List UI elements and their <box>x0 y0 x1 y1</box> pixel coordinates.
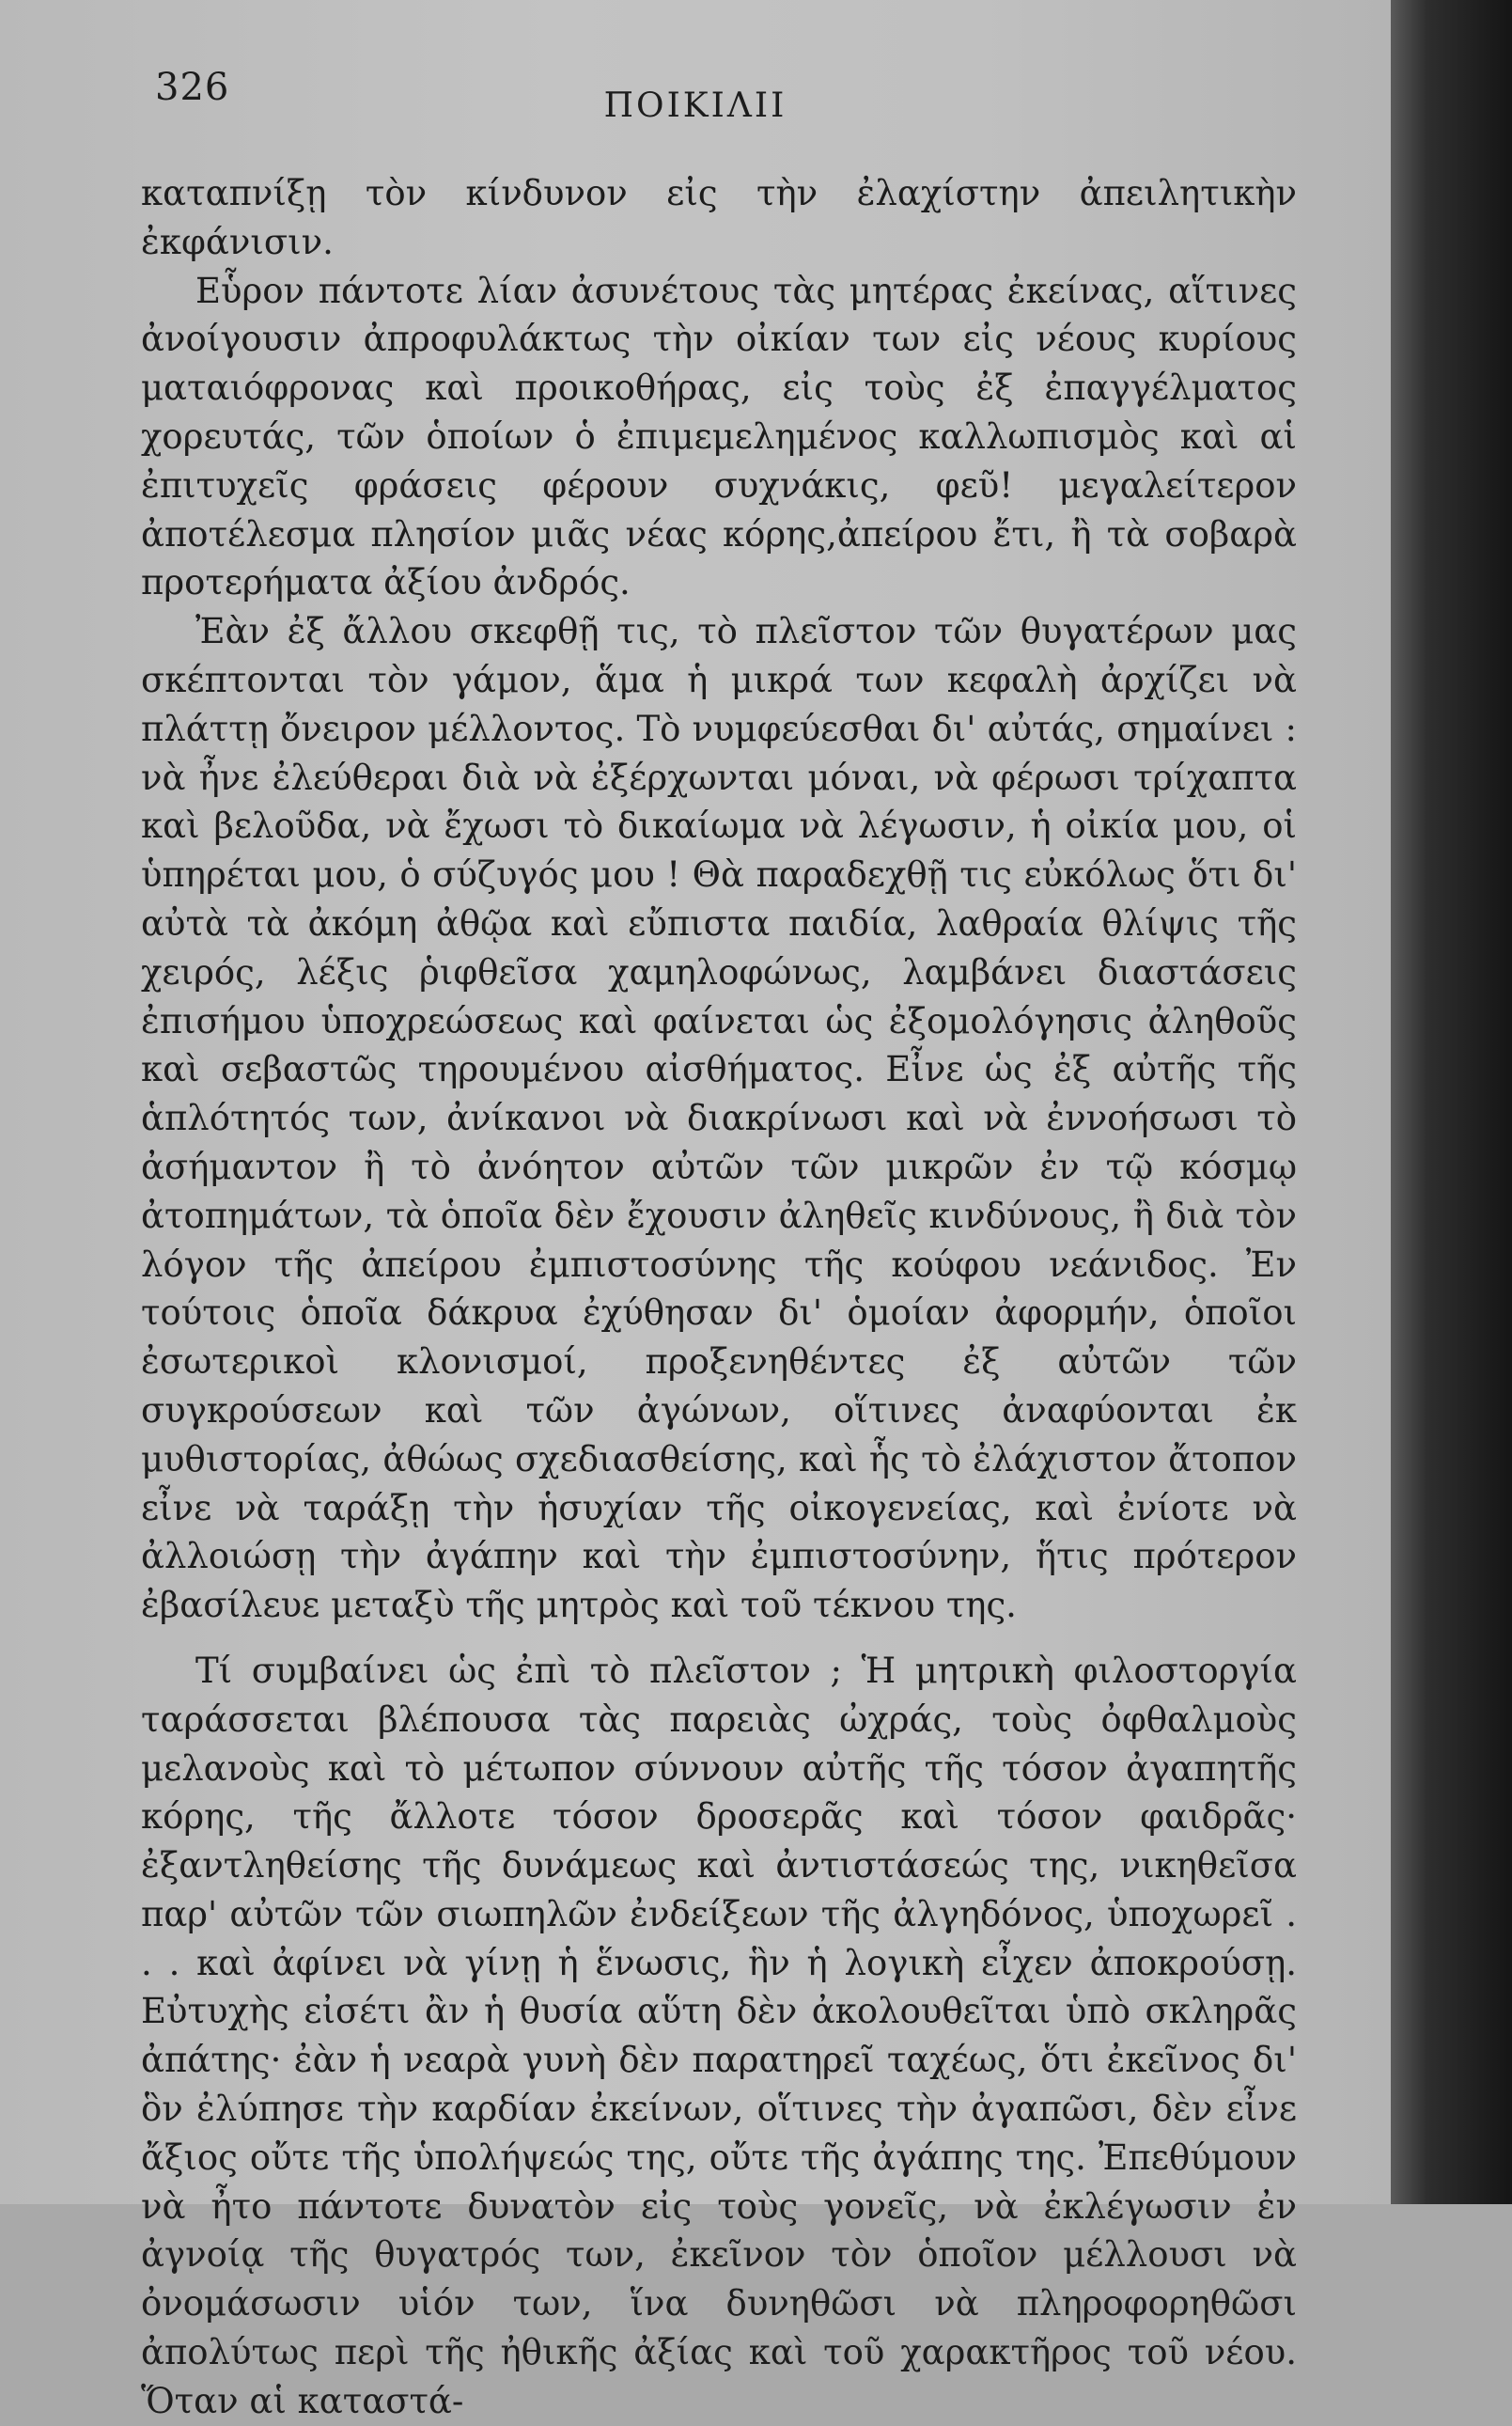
page-number: 326 <box>155 66 230 109</box>
paragraph: καταπνίξῃ τὸν κίνδυνον εἰς τὴν ἐλαχίστην ἀπειλητικὴν ἐκφάνισιν. <box>141 173 1297 262</box>
running-title: ΠΟΙΚΙΛΙΙ <box>603 86 787 125</box>
body-text <box>141 169 1297 2426</box>
paragraph: Τί συμβαίνει ὡς ἐπὶ τὸ πλεῖστον ; Ἡ μητρικὴ φιλοστοργία ταράσσεται βλέπουσα τὰς παρειὰς ὠχράς, τοὺς ὀφθαλμοὺς μελανοὺς καὶ τὸ μέτωπον σύννουν αὐτῆς τῆς τόσον ἀγαπητῆς κόρης, τῆς ἄλλοτε τόσον δροσερᾶς καὶ τόσον φαιδρᾶς· ἐξαντληθείσης τῆς δυνάμεως καὶ ἀντιστάσεώς της, νικηθεῖσα παρ' αὐτῶν τῶν σιωπηλῶν ἐνδείξεων τῆς ἀλγηδόνος, ὑποχωρεῖ . . . καὶ ἀφίνει νὰ γίνῃ ἡ ἕνωσις, ἣν ἡ λογικὴ εἶχεν ἀποκρούσῃ. Εὐτυχὴς εἰσέτι ἂν ἡ θυσία αὕτη δὲν ἀκολουθεῖται ὑπὸ σκληρᾶς ἀπάτης· ἐὰν ἡ νεαρὰ γυνὴ δὲν παρατηρεῖ ταχέως, ὅτι ἐκεῖνος δι' ὃν ἐλύπησε τὴν καρδίαν ἐκείνων, οἵτινες τὴν ἀγαπῶσι, δὲν εἶνε ἄξιος οὔτε τῆς ὑπολήψεώς της, οὔτε τῆς ἀγάπης της. Ἐπεθύμουν νὰ ἦτο πάντοτε δυνατὸν εἰς τοὺς γονεῖς, νὰ ἐκλέγωσιν ἐν ἀγνοίᾳ τῆς θυγατρός των, ἐκεῖνον τὸν ὁποῖον μέλλουσι νὰ ὀνομάσωσιν υἱόν των, ἵνα δυνηθῶσι νὰ πληροφορηθῶσι ἀπολύτως περὶ τῆς ἠθικῆς ἀξίας καὶ τοῦ χαρακτῆρος τοῦ νέου. Ὅταν αἱ καταστά- <box>141 1650 1297 2421</box>
book-spine-shadow <box>1391 0 1512 2204</box>
paragraph: Ἐὰν ἐξ ἄλλου σκεφθῇ τις, τὸ πλεῖστον τῶν θυγατέρων μας σκέπτονται τὸν γάμον, ἅμα ἡ μικρά των κεφαλὴ ἀρχίζει νὰ πλάττῃ ὄνειρον μέλλοντος. Τὸ νυμφεύεσθαι δι' αὐτάς, σημαίνει : νὰ ἦνε ἐλεύθεραι διὰ νὰ ἐξέρχωνται μόναι, νὰ φέρωσι τρίχαπτα καὶ βελοῦδα, νὰ ἔχωσι τὸ δικαίωμα νὰ λέγωσιν, ἡ οἰκία μου, οἱ ὑπηρέται μου, ὁ σύζυγός μου ! Θὰ παραδεχθῇ τις εὐκόλως ὅτι δι' αὐτὰ τὰ ἀκόμη ἀθῷα καὶ εὔπιστα παιδία, λαθραία θλίψις τῆς χειρός, λέξις ῥιφθεῖσα χαμηλοφώνως, λαμβάνει διαστάσεις ἐπισήμου ὑποχρεώσεως καὶ φαίνεται ὡς ἐξομολόγησις ἀληθοῦς καὶ σεβαστῶς τηρουμένου αἰσθήματος. Εἶνε ὡς ἐξ αὐτῆς τῆς ἁπλότητός των, ἀνίκανοι νὰ διακρίνωσι καὶ νὰ ἐννοήσωσι τὸ ἀσήμαντον ἢ τὸ ἀνόητον αὐτῶν τῶν μικρῶν ἐν τῷ κόσμῳ ἀτοπημάτων, τὰ ὁποῖα δὲν ἔχουσιν ἀληθεῖς κινδύνους, ἢ διὰ τὸν λόγον τῆς ἀπείρου ἐμπιστοσύνης τῆς κούφου νεάνιδος. Ἐν τούτοις ὁποῖα δάκρυα ἐχύθησαν δι' ὁμοίαν ἀφορμήν, ὁποῖοι ἐσωτερικοὶ κλονισμοί, προξενηθέντες ἐξ αὐτῶν τῶν συγκρούσεων καὶ τῶν ἀγώνων, οἵτινες ἀναφύονται ἐκ μυθιστορίας, ἀθώως σχεδιασθείσης, καὶ ἧς τὸ ἐλάχιστον ἄτοπον εἶνε νὰ ταράξῃ τὴν ἡσυχίαν τῆς οἰκογενείας, καὶ ἐνίοτε νὰ ἀλλοιώσῃ τὴν ἀγάπην καὶ τὴν ἐμπιστοσύνην, ἥτις πρότερον ἐβασίλευε μεταξὺ τῆς μητρὸς καὶ τοῦ τέκνου της. <box>141 611 1297 1626</box>
paragraph: Εὗρον πάντοτε λίαν ἀσυνέτους τὰς μητέρας ἐκείνας, αἵτινες ἀνοίγουσιν ἀπροφυλάκτως τὴν οἰκίαν των εἰς νέους κυρίους ματαιόφρονας καὶ προικοθήρας, εἰς τοὺς ἐξ ἐπαγγέλματος χορευτάς, τῶν ὁποίων ὁ ἐπιμεμελημένος καλλωπισμὸς καὶ αἱ ἐπιτυχεῖς φράσεις φέρουν συχνάκις, φεῦ! μεγαλείτερον ἀποτέλεσμα πλησίον μιᾶς νέας κόρης,ἀπείρου ἔτι, ἢ τὰ σοβαρὰ προτερήματα ἀξίου ἀνδρός. <box>141 270 1297 603</box>
